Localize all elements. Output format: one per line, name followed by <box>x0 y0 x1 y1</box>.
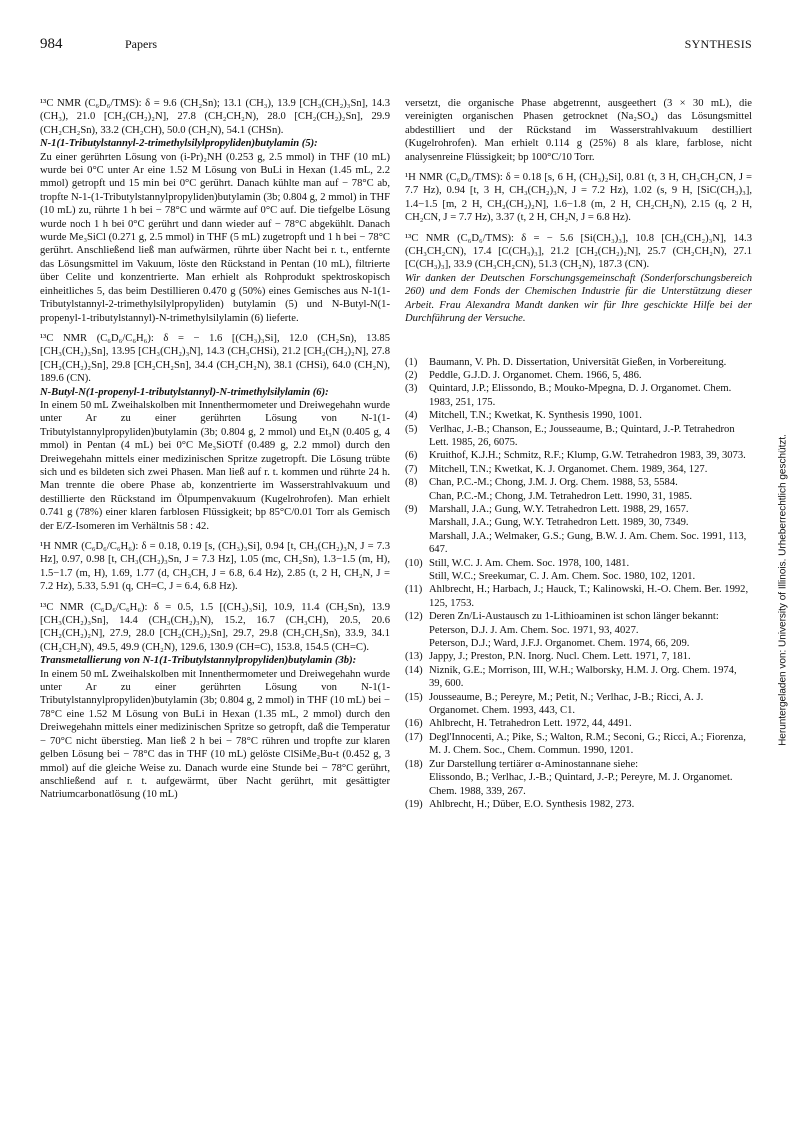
reference-number: (18) <box>405 758 423 770</box>
reference-line: Mitchell, T.N.; Kwetkat, K. J. Organomet. Chem. 1989, 364, 127. <box>429 463 708 475</box>
reference-list <box>405 356 752 812</box>
procedure-title: N-1(1-Tributylstannyl-2-trimethylsilylpropyliden)butylamin (5): <box>40 138 318 150</box>
reference-number: (19) <box>405 798 423 810</box>
reference-line: Peddle, G.J.D. J. Organomet. Chem. 1966, 5, 486. <box>429 369 642 381</box>
reference-line: Still, W.C. J. Am. Chem. Soc. 1978, 100, 1481. <box>429 557 630 569</box>
reference-text <box>429 583 752 610</box>
reference-line: Peterson, D.J. J. Am. Chem. Soc. 1971, 93, 4027. <box>429 624 639 636</box>
reference-item <box>405 717 752 730</box>
reference-item <box>405 758 752 798</box>
paragraph: ¹H NMR (C₆D₆/TMS): δ = 0.18 [s, 6 H, (CH₃)₂Si], 0.81 (t, 3 H, CH₃CH₂CN, J = 7.7 Hz), 0.94 [t, 3 H, CH₃(CH₂)₃N, J = 7.2 Hz), 1.02 (s, 9 H, [SiC(CH₃)₃], 1.4−1.5 [m, 2 H, CH₂(CH₂)₂N], 1.6−1.8 (m, 2 H, CH₂CH₂N), 2.15 (q, 2 H, CH₂CN, J = 7.7 Hz), 3.37 (t, 2 H, CH₂N, J = 6.8 Hz). <box>405 172 752 224</box>
reference-line: Ahlbrecht, H.; Harbach, J.; Hauck, T.; Kalinowski, H.-O. Chem. Ber. 1992, 125, 1753. <box>429 584 749 609</box>
reference-item <box>405 798 752 811</box>
reference-item <box>405 369 752 382</box>
paragraph: In einem 50 mL Zweihalskolben mit Innenthermometer und Dreiwegehahn wurde unter Ar zu einer gerührten Lösung von N-1(1-Tributylstannylpropyliden)butylamin (3b; 0.804 g, 2 mmol) und Et₃N (0.405 g, 4 mmol) in Pentan (4 mL) bei 0°C Me₃SiOTf (0.489 g, 2.2 mmol) durch den Dreiwegehahn mittels einer medizinischen Spritze zugetropft. Die Lösung trübte sich und es bildeten sich zwei Phasen. Man ließ auf r. t. kommen und rührte 24 h. Man trennte die obere Phase ab, konzentrierte im Wasserstrahlvakuum und destillierte den Rückstand im Ölpumpenvakuum (Kugelrohrofen). Man erhielt 0.741 g (78%) einer klaren farblosen Flüssigkeit; bp 85°C/0.01 Torr als Gemisch der E/Z-Isomeren im Verhältnis 58 : 42. <box>40 399 390 532</box>
reference-text <box>429 449 752 462</box>
reference-text <box>429 717 752 730</box>
reference-line: Niznik, G.E.; Morrison, III, W.H.; Walborsky, H.M. J. Org. Chem. 1974, 39, 600. <box>429 664 737 690</box>
reference-line: Degl'Innocenti, A.; Pike, S.; Walton, R.M.; Seconi, G.; Ricci, A.; Fiorenza, M. J. Chem. Soc., Chem. Commun. 1990, 1201. <box>429 731 746 757</box>
reference-text <box>429 650 752 663</box>
reference-number: (14) <box>405 664 423 676</box>
reference-item <box>405 691 752 718</box>
reference-text <box>429 798 752 811</box>
reference-line: Chan, P.C.-M.; Chong, J.M. J. Org. Chem. 1988, 53, 5584. <box>429 477 678 489</box>
reference-number: (6) <box>405 450 418 462</box>
reference-line: Marshall, J.A.; Gung, W.Y. Tetrahedron Lett. 1989, 30, 7349. <box>429 517 689 529</box>
reference-line: Deren Zn/Li-Austausch zu 1-Lithioaminen ist schon länger bekannt: <box>429 611 719 623</box>
reference-number: (17) <box>405 731 423 743</box>
reference-line: Ahlbrecht, H.; Düber, E.O. Synthesis 1982, 273. <box>429 798 635 810</box>
reference-item <box>405 503 752 557</box>
reference-line: Mitchell, T.N.; Kwetkat, K. Synthesis 1990, 1001. <box>429 410 642 422</box>
reference-text <box>429 758 752 798</box>
reference-text <box>429 503 752 557</box>
paragraph: ¹³C NMR (C₆D₆/C₆H₆): δ = 0.5, 1.5 [(CH₃)₃Si], 10.9, 11.4 (CH₂Sn), 13.9 [CH₃(CH₂)₃Sn], 14.4 (CH₃(CH₂)₃N), 15.2, 16.7 (CH₃CH), 20.5, 20.6 [CH₂(CH₂)₂N], 27.9, 28.0 [CH₂(CH₂)₂Sn], 29.7, 29.8 (CH₂CH₂Sn), 33.9, 34.1 (CH₂CH₂N), 49.5, 49.9 (CH₂N), 129.6, 130.9 (CH=C), 153.8, 154.5 (CH=C). <box>40 601 390 653</box>
reference-number: (10) <box>405 557 423 569</box>
reference-text <box>429 463 752 476</box>
reference-text <box>429 731 752 758</box>
paragraph: ¹³C NMR (C₆D₆/C₆H₆): δ = − 1.6 [(CH₃)₃Si], 12.0 (CH₂Sn), 13.85 [CH₃(CH₂)₃Sn], 13.95 [CH₃(CH₂)₃N], 14.3 (CH₃CHSi), 21.2 [CH₂(CH₂)₂N], 27.8 [CH₂(CH₂)₂Sn], 29.8 [CH₂CH₂Sn], 34.4 (CH₂CH₂N), 38.1 (CHSi), 64.0 (CH₂N), 189.6 (CN). <box>40 332 390 385</box>
reference-number: (16) <box>405 718 423 730</box>
reference-number: (12) <box>405 611 423 623</box>
reference-number: (5) <box>405 423 418 435</box>
reference-text <box>429 691 752 718</box>
reference-line: Chan, P.C.-M.; Chong, J.M. Tetrahedron Lett. 1990, 31, 1985. <box>429 490 693 502</box>
download-notice-text: Heruntergeladen von: University of Illinois. Urheberrechtlich geschützt. <box>777 434 789 746</box>
page-header <box>40 36 752 54</box>
reference-line: Marshall, J.A.; Gung, W.Y. Tetrahedron Lett. 1988, 29, 1657. <box>429 503 689 515</box>
reference-item <box>405 476 752 503</box>
reference-text <box>429 610 752 650</box>
reference-text <box>429 476 752 503</box>
reference-item <box>405 449 752 462</box>
reference-number: (1) <box>405 356 418 368</box>
reference-number: (4) <box>405 410 418 422</box>
reference-item <box>405 610 752 650</box>
reference-text <box>429 557 752 584</box>
reference-text <box>429 369 752 382</box>
reference-item <box>405 409 752 422</box>
reference-number: (9) <box>405 503 418 515</box>
reference-number: (3) <box>405 383 418 395</box>
reference-number: (8) <box>405 477 418 489</box>
reference-line: Zur Darstellung tertiärer α-Aminostannane siehe: <box>429 758 639 770</box>
reference-item <box>405 650 752 663</box>
paragraph: versetzt, die organische Phase abgetrennt, ausgeethert (3 × 30 mL), die vereinigten organischen Phasen getrocknet (Na₂SO₄) das Lösungsmittel abdestilliert und der Rückstand im Wasserstrahlvakuum destilliert (Kugelrohrofen). Man erhielt 0.114 g (25%) 8 als klare, farblose, nicht analysenreine Flüssigkeit; bp 100°C/10 Torr. <box>405 98 752 163</box>
reference-number: (13) <box>405 651 423 663</box>
section-label: Papers <box>125 37 157 51</box>
page-number: 984 <box>40 36 63 52</box>
reference-text <box>429 664 752 691</box>
reference-line: Quintard, J.P.; Elissondo, B.; Mouko-Mpegna, D. J. Organomet. Chem. 1983, 251, 175. <box>429 383 732 408</box>
reference-item <box>405 382 752 409</box>
reference-line: Jousseaume, B.; Pereyre, M.; Petit, N.; Verlhac, J-B.; Ricci, A. J. Organomet. Chem. 1993, 443, C1. <box>429 691 704 717</box>
journal-name: SYNTHESIS <box>684 37 752 51</box>
reference-line: Still, W.C.; Sreekumar, C. J. Am. Chem. Soc. 1980, 102, 1201. <box>429 571 696 582</box>
right-column <box>405 97 752 811</box>
paragraph: ¹³C NMR (C₆D₆/TMS): δ = 9.6 (CH₂Sn); 13.1 (CH₃), 13.9 [CH₃(CH₂)₃Sn], 14.3 (CH₃), 21.0 [CH₂(CH₂)₂N], 27.8 (CH₂CH₂N), 28.0 [CH₂(CH₂)₂Sn], 29.9 (CH₂CH₂Sn), 33.2 (CH₂CH), 50.0 (CH₂N), 54.1 (CHSn). <box>40 98 390 136</box>
paragraph: ¹H NMR (C₆D₆/C₆H₆): δ = 0.18, 0.19 [s, (CH₃)₃Si], 0.94 [t, CH₃(CH₂)₃N, J = 7.3 Hz], 0.97, 0.98 [t, CH₃(CH₂)₃Sn, J = 7.3 Hz], 1.05 (mc, CH₂Sn), 1.3−1.5 (m, H), 1.5−1.7 (m, H), 1.69, 1.77 (d, CH₃CH, J = 6.8, 6.4 Hz), 2.85 (t, 2 H, CH₂N, J = 7.2 Hz), 5.33, 5.91 (q, CH=C, J = 6.4, 6.8 Hz). <box>40 541 390 593</box>
paragraph: ¹³C NMR (C₆D₆/TMS): δ = − 5.6 [Si(CH₃)₃], 10.8 [CH₃(CH₂)₃N], 14.3 (CH₃CH₂CN), 17.4 [C(CH₃)₃], 21.2 [CH₂(CH₂)₂N], 25.7 (CH₂CH₂N), 27.1 [C(CH₃)₃], 33.9 (CH₃CH₂CN), 51.3 (CH₂N), 187.3 (CN). <box>405 232 752 271</box>
paragraph: In einem 50 mL Zweihalskolben mit Innenthermometer und Dreiwegehahn wurde unter Ar zu einer gerührten Lösung von N-1(1-Tributylstannylpropyliden)butylamin (3b; 0.804 g, 2 mmol) in THF (10 mL) bei − 78°C eine 1.52 M Lösung von BuLi in Hexan (1.35 mL, 2 mmol) durch den Dreiwegehahn mittels einer medizinischen Spritze so getropft, daß die Temperatur − 70°C nicht überstieg. Man ließ 2 h bei − 78°C rühren und tropfte zur klaren gelben Lösung bei − 78°C das in THF (10 mL) gelöste ClSiMe₂Bu-t (0.452 g, 3 mmol) auf die gleiche Weise zu. Danach wurde eine Stunde bei − 78°C gerührt, anschließend auf r. t. aufgewärmt, über Nacht gerührt, mit gesättigter Natriumcarbonatlösung (10 mL) <box>40 668 390 801</box>
reference-line: Baumann, V. Ph. D. Dissertation, Universität Gießen, in Vorbereitung. <box>429 356 727 368</box>
reference-number: (11) <box>405 584 423 596</box>
reference-item <box>405 583 752 610</box>
reference-line: Elissondo, B.; Verlhac, J.-B.; Quintard, J.-P.; Pereyre, M. J. Organomet. Chem. 1988, 339, 267. <box>429 772 733 797</box>
reference-line: Kruithof, K.J.H.; Schmitz, R.F.; Klump, G.W. Tetrahedron 1983, 39, 3073. <box>429 450 746 462</box>
reference-line: Ahlbrecht, H. Tetrahedron Lett. 1972, 44, 4491. <box>429 718 632 730</box>
reference-number: (7) <box>405 463 418 475</box>
reference-line: Peterson, D.J.; Ward, J.F.J. Organomet. Chem. 1974, 66, 209. <box>429 638 690 650</box>
reference-text <box>429 356 752 369</box>
reference-item <box>405 423 752 450</box>
procedure-title: Transmetallierung von N-1(1-Tributylstannylpropyliden)butylamin (3b): <box>40 655 357 667</box>
reference-text <box>429 382 752 409</box>
reference-item <box>405 463 752 476</box>
reference-item <box>405 557 752 584</box>
paragraph: Zu einer gerührten Lösung von (i-Pr)₂NH (0.253 g, 2.5 mmol) in THF (10 mL) wurde bei 0°C unter Ar eine 1.52 M Lösung von BuLi in Hexan (1.45 mL, 2.2 mmol) getropft und 15 min bei 0°C gerührt. Danach kühlte man auf − 78°C ab, tropfte N-1-(1-Tributylstannylpropyliden)butylamin (3b; 0.804 g, 2 mmol) in THF (10 mL) zu, rührte 1 h bei − 78°C und wärmte auf 0°C auf. Die tiefgelbe Lösung wurde noch 1 h bei 0°C gerührt und dann wieder auf − 78°C abgekühlt. Danach wurde Me₃SiCl (0.271 g, 2.5 mmol) in THF (5 mL) zugetropft und 1 h bei − 78°C gerührt. Anschließend ließ man aufwärmen, rührte über Nacht bei r. t., entfernte das Lösungsmittel im Vakuum, löste den Rückstand in Pentan (10 mL), filtrierte über Celite und konzentrierte. Man erhielt als Rohprodukt spektroskopisch einheitliches 5, das beim Destillieren 0.470 g (50%) eines Gemisches aus N-1(1-Tributylstannyl-2-trimethylsilylpropyliden) butylamin (5) und N-Butyl-N(1-propenyl-1-tributylstannyl)-N-trimethylsilylamin (6) lieferte. <box>40 151 390 324</box>
left-column <box>40 97 390 802</box>
reference-number: (2) <box>405 369 418 381</box>
download-notice <box>776 400 790 780</box>
reference-item <box>405 356 752 369</box>
reference-text <box>429 423 752 450</box>
reference-item <box>405 664 752 691</box>
reference-item <box>405 731 752 758</box>
reference-text <box>429 409 752 422</box>
acknowledgement: Wir danken der Deutschen Forschungsgemeinschaft (Sonderforschungsbereich 260) und dem Fonds der Chemischen Industrie für die Unterstützung dieser Arbeit. Frau Alexandra Mandt danken wir für Ihre geschickte Hilfe bei der Durchführung der Versuche. <box>405 272 752 325</box>
reference-number: (15) <box>405 691 423 703</box>
reference-line: Jappy, J.; Preston, P.N. Inorg. Nucl. Chem. Lett. 1971, 7, 181. <box>429 651 691 663</box>
reference-line: Verlhac, J.-B.; Chanson, E.; Jousseaume, B.; Quintard, J.-P. Tetrahedron Lett. 1985, 26, 6075. <box>429 423 735 448</box>
reference-line: Marshall, J.A.; Welmaker, G.S.; Gung, B.W. J. Am. Chem. Soc. 1991, 113, 647. <box>429 530 747 556</box>
procedure-title: N-Butyl-N(1-propenyl-1-tributylstannyl)-N-trimethylsilylamin (6): <box>40 386 329 398</box>
